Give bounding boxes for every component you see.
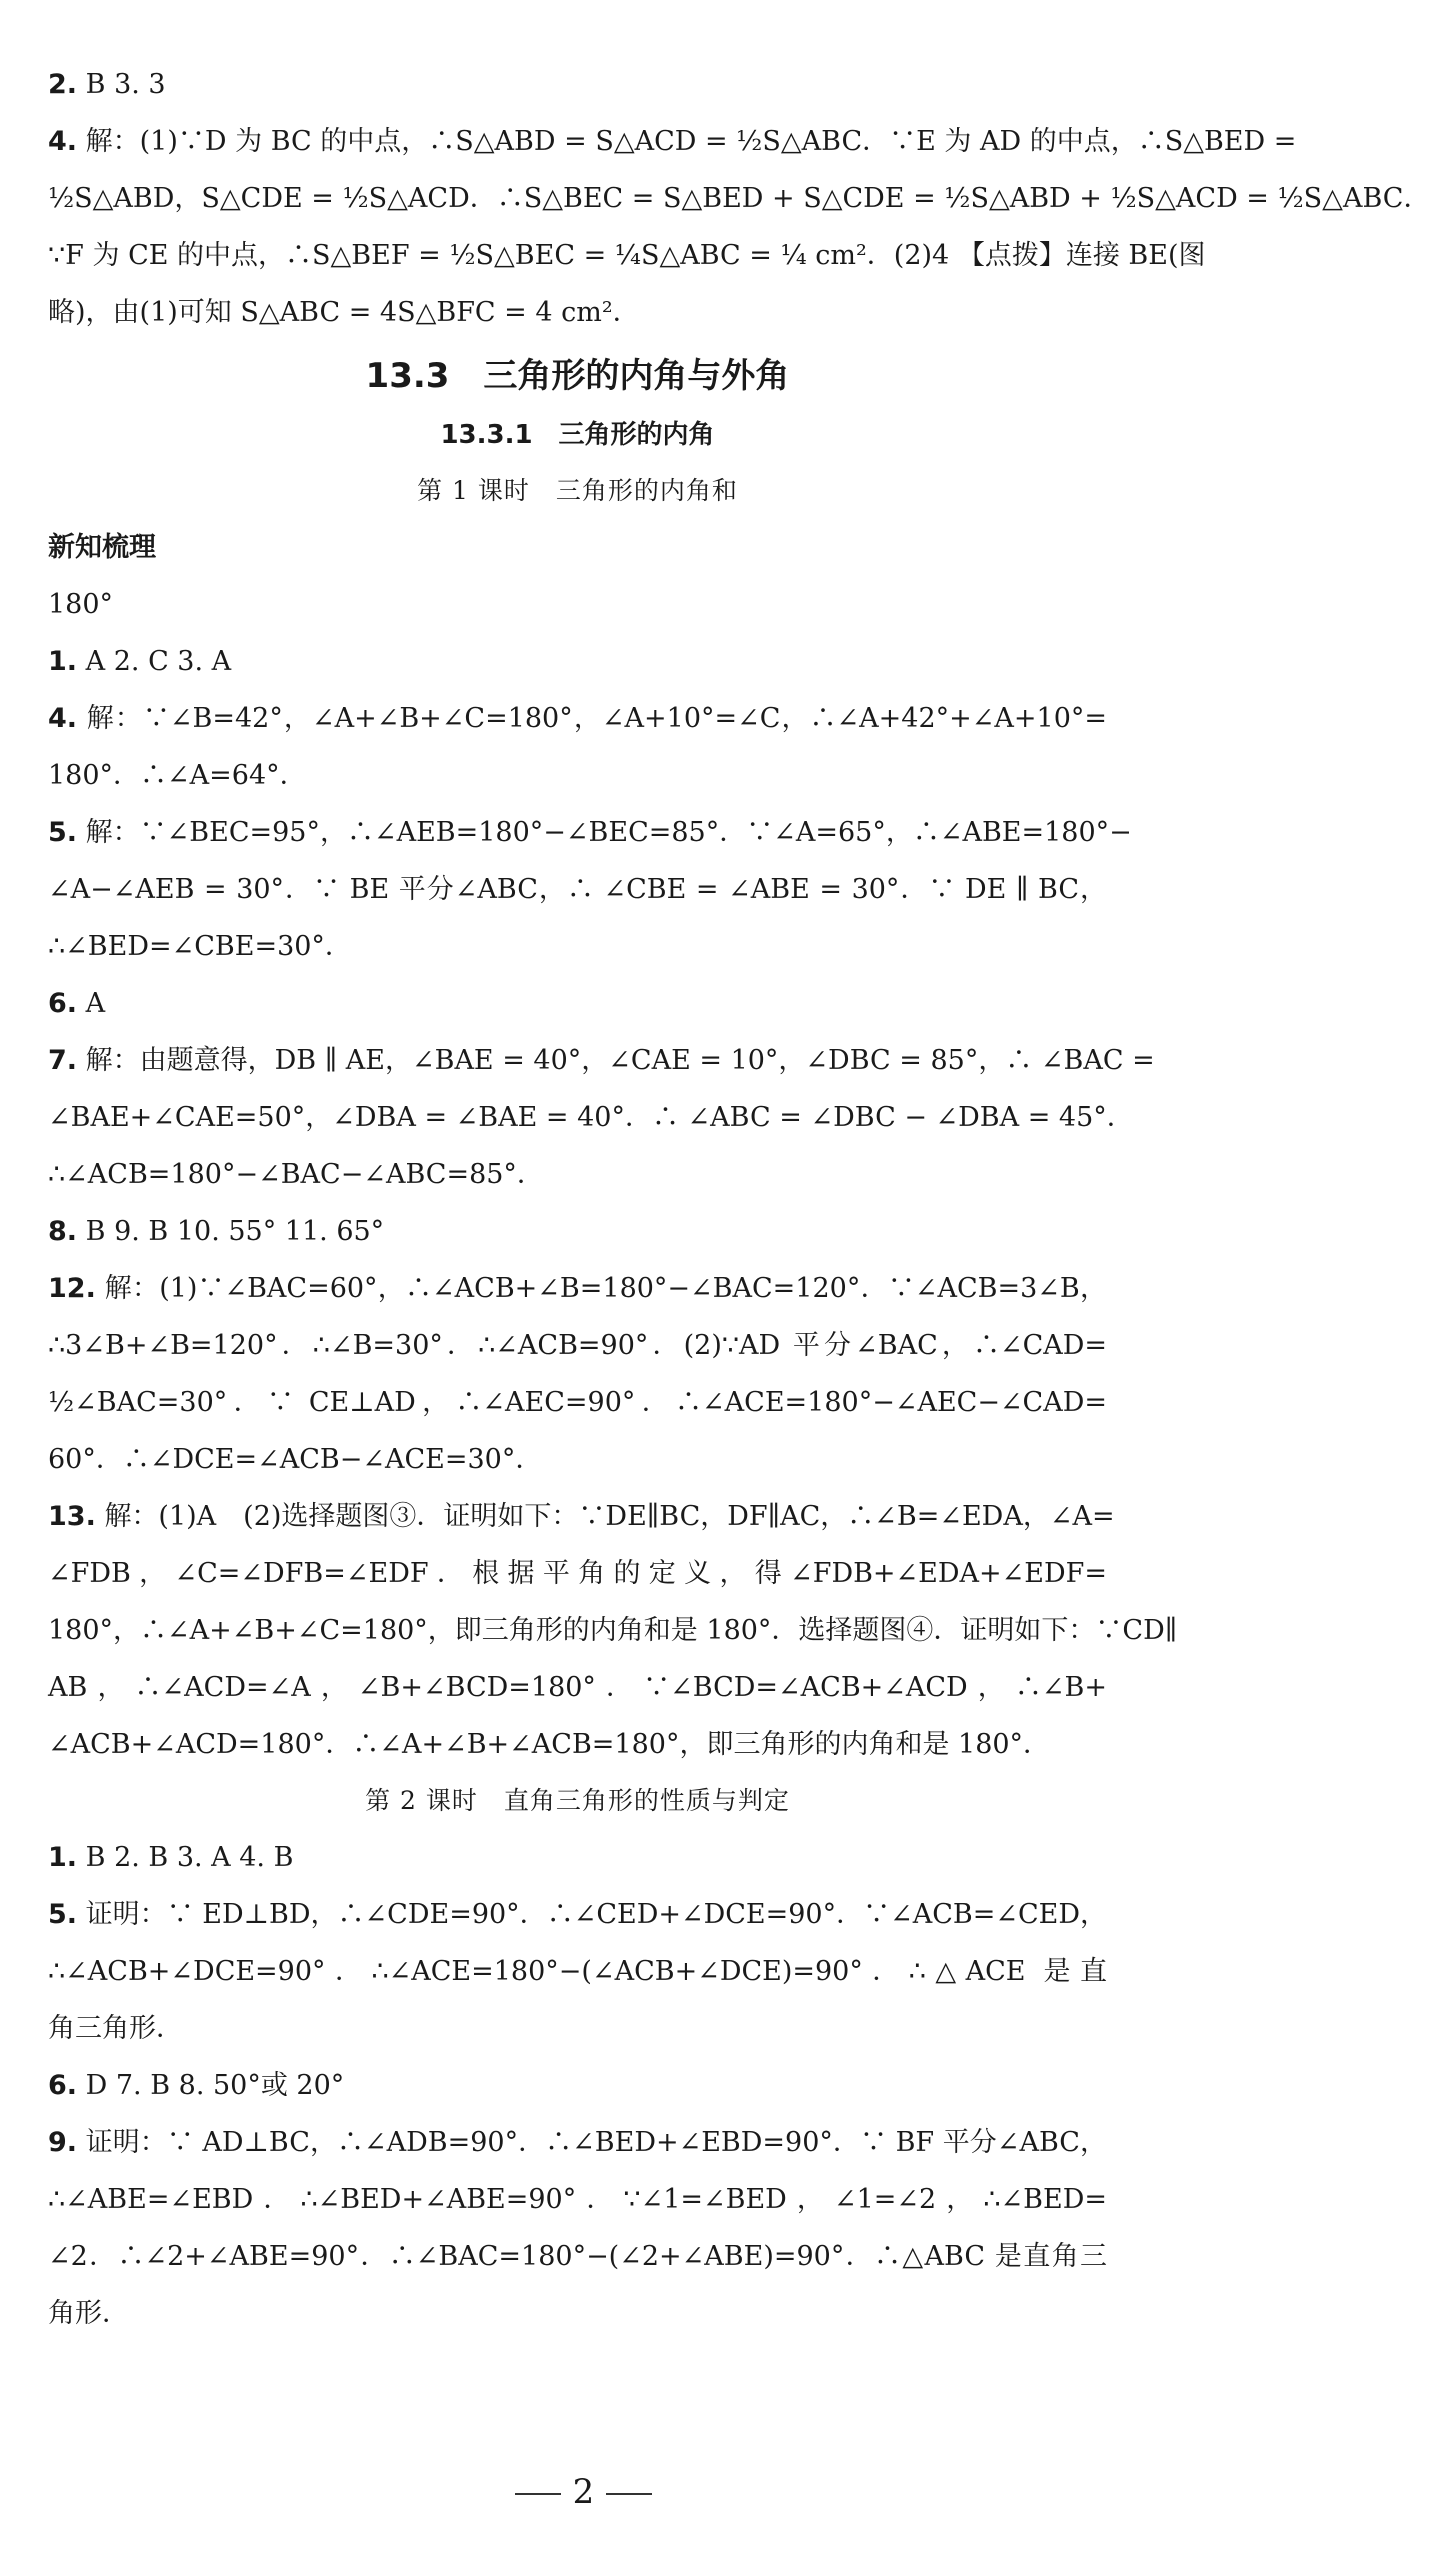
new-knowledge-heading: 新知梳理 bbox=[48, 532, 156, 563]
answer-text bbox=[48, 2228, 1107, 2285]
answer-text bbox=[48, 1032, 1155, 1089]
question-number: 6. bbox=[48, 988, 78, 1019]
answer-line bbox=[48, 1203, 1107, 1260]
answer-content: 解：由题意得，DB ∥ AE，∠BAE = 40°，∠CAE = 10°，∠DBC = 85°，∴ ∠BAC = bbox=[85, 1045, 1155, 1076]
answer-line bbox=[48, 1545, 1107, 1602]
answer-line bbox=[48, 170, 1430, 227]
question-number: 4. bbox=[48, 126, 78, 157]
answer-line bbox=[48, 1260, 1107, 1317]
answer-content: ∠2．∴∠2+∠ABE=90°．∴∠BAC=180°−(∠2+∠ABE)=90°．∴△ABC 是直角三 bbox=[48, 2241, 1107, 2272]
answer-text bbox=[48, 1203, 384, 1260]
answer-text bbox=[48, 1488, 1115, 1545]
answer-line bbox=[48, 1488, 1115, 1545]
answer-text bbox=[48, 1886, 1107, 1943]
answer-content: 略)，由(1)可知 S△ABC = 4S△BFC = 4 cm²． bbox=[48, 297, 640, 328]
answer-text bbox=[48, 1545, 1107, 1602]
footer-dash-left bbox=[515, 2493, 561, 2495]
answer-line bbox=[48, 227, 1206, 284]
answer-line bbox=[48, 1716, 1107, 1773]
answer-content: 60°．∴∠DCE=∠ACB−∠ACE=30°． bbox=[48, 1444, 543, 1475]
answer-text bbox=[48, 2171, 1107, 2228]
answer-content: ∴∠ABE=∠EBD．∴∠BED+∠ABE=90°．∵∠1=∠BED，∠1=∠2，∴∠BED= bbox=[48, 2184, 1107, 2215]
answer-line bbox=[48, 2057, 1107, 2114]
lesson-2-title: 第 2 课时 直角三角形的性质与判定 bbox=[365, 1786, 790, 1815]
answer-content: ½∠BAC=30°．∵ CE⊥AD，∴∠AEC=90°．∴∠ACE=180°−∠AEC−∠CAD= bbox=[48, 1387, 1107, 1418]
answer-content: ∠BAE+∠CAE=50°，∠DBA = ∠BAE = 40°．∴ ∠ABC = ∠DBC − ∠DBA = 45°． bbox=[48, 1102, 1134, 1133]
answer-content: AB，∴∠ACD=∠A，∠B+∠BCD=180°．∵∠BCD=∠ACB+∠ACD，∴∠B+ bbox=[48, 1672, 1107, 1703]
answer-text bbox=[48, 1659, 1107, 1716]
answer-content: B 3. 3 bbox=[85, 69, 166, 100]
answer-line bbox=[48, 1146, 1107, 1203]
answer-content: 解：∵∠BEC=95°，∴∠AEB=180°−∠BEC=85°．∵∠A=65°，∴∠ABE=180°− bbox=[85, 817, 1132, 848]
question-number: 2. bbox=[48, 69, 78, 100]
answer-line bbox=[48, 113, 1297, 170]
answer-text bbox=[48, 918, 352, 975]
answer-content: A 2. C 3. A bbox=[85, 646, 232, 677]
answer-text bbox=[48, 284, 640, 341]
answer-content: 证明：∵ AD⊥BC，∴∠ADB=90°．∴∠BED+∠EBD=90°．∵ BF 平分∠ABC， bbox=[85, 2127, 1107, 2158]
answer-content: B 2. B 3. A 4. B bbox=[85, 1842, 294, 1873]
question-number: 6. bbox=[48, 2070, 78, 2101]
answer-text bbox=[48, 804, 1132, 861]
answer-text bbox=[48, 1146, 544, 1203]
answer-text bbox=[48, 1374, 1107, 1431]
answer-content: B 9. B 10. 55° 11. 65° bbox=[85, 1216, 385, 1247]
answer-text bbox=[48, 56, 166, 113]
question-number: 1. bbox=[48, 646, 78, 677]
answer-content: D 7. B 8. 50°或 20° bbox=[85, 2070, 345, 2101]
answer-line bbox=[48, 1943, 1107, 2000]
answer-content: ∴∠ACB+∠DCE=90°．∴∠ACE=180°−(∠ACB+∠DCE)=90°．∴△ACE 是直 bbox=[48, 1956, 1107, 1987]
question-number: 7. bbox=[48, 1045, 78, 1076]
answer-line bbox=[48, 2114, 1107, 2171]
question-number: 9. bbox=[48, 2127, 78, 2158]
answer-content: 180°．∴∠A=64°． bbox=[48, 760, 307, 791]
answer-line bbox=[48, 861, 1107, 918]
answer-content: ∴3∠B+∠B=120°．∴∠B=30°．∴∠ACB=90°．(2)∵AD 平分∠BAC，∴∠CAD= bbox=[48, 1330, 1107, 1361]
answer-content: 180°，∴∠A+∠B+∠C=180°，即三角形的内角和是 180°．选择题图④．证明如下：∵CD∥ bbox=[48, 1615, 1178, 1646]
answer-content: 180° bbox=[48, 589, 114, 620]
question-number: 5. bbox=[48, 1899, 78, 1930]
answer-content: A bbox=[85, 988, 106, 1019]
answer-content: 证明：∵ ED⊥BD，∴∠CDE=90°．∴∠CED+∠DCE=90°．∵∠ACB=∠CED， bbox=[85, 1899, 1108, 1930]
answer-line bbox=[48, 1659, 1107, 1716]
question-number: 4. bbox=[48, 703, 78, 734]
answer-line bbox=[48, 1089, 1134, 1146]
answer-line bbox=[48, 690, 1107, 747]
answer-line bbox=[48, 56, 1107, 113]
answer-line bbox=[48, 1374, 1107, 1431]
answer-text bbox=[48, 861, 1107, 918]
answer-content: 角形． bbox=[48, 2298, 129, 2329]
answer-content: ∠ACB+∠ACD=180°．∴∠A+∠B+∠ACB=180°，即三角形的内角和是 180°． bbox=[48, 1729, 1051, 1760]
answer-line bbox=[48, 804, 1132, 861]
question-number: 1. bbox=[48, 1842, 78, 1873]
question-number: 8. bbox=[48, 1216, 78, 1247]
answer-line bbox=[48, 1032, 1155, 1089]
question-number: 12. bbox=[48, 1273, 96, 1304]
answer-line bbox=[48, 1431, 1107, 1488]
page-number-footer bbox=[0, 2472, 1167, 2512]
answer-line bbox=[48, 1886, 1107, 1943]
answer-line bbox=[48, 1317, 1107, 1374]
answer-line bbox=[48, 576, 1107, 633]
answer-text bbox=[48, 227, 1206, 284]
answer-line bbox=[48, 633, 1107, 690]
answer-content: 解：(1)∵∠BAC=60°，∴∠ACB+∠B=180°−∠BAC=120°．∵∠ACB=3∠B， bbox=[104, 1273, 1107, 1304]
answer-text bbox=[48, 1317, 1107, 1374]
answer-text bbox=[48, 1260, 1107, 1317]
answer-text bbox=[48, 747, 307, 804]
answer-text bbox=[48, 113, 1297, 170]
answer-line bbox=[48, 2000, 1107, 2057]
answer-content: ∴∠BED=∠CBE=30°． bbox=[48, 931, 352, 962]
answer-text bbox=[48, 633, 231, 690]
answer-content: 解：∵∠B=42°，∠A+∠B+∠C=180°，∠A+10°=∠C，∴∠A+42°+∠A+10°= bbox=[86, 703, 1107, 734]
lesson-1-title: 第 1 课时 三角形的内角和 bbox=[417, 476, 738, 505]
answer-line bbox=[48, 2285, 1107, 2342]
answer-line bbox=[48, 975, 1107, 1032]
answers-previous-section bbox=[48, 56, 1430, 341]
answer-content: 解：(1)A (2)选择题图③．证明如下：∵DE∥BC，DF∥AC，∴∠B=∠EDA，∠A= bbox=[104, 1501, 1115, 1532]
question-number: 13. bbox=[48, 1501, 96, 1532]
footer-dash-right bbox=[606, 2493, 652, 2495]
answer-text bbox=[48, 170, 1430, 227]
answers-lesson-2 bbox=[48, 1829, 1107, 2342]
answer-text bbox=[48, 2114, 1107, 2171]
answer-content: ½S△ABD，S△CDE = ½S△ACD．∴S△BEC = S△BED + S△CDE = ½S△ABD + ½S△ACD = ½S△ABC． bbox=[48, 183, 1430, 214]
answer-line bbox=[48, 1602, 1178, 1659]
answer-line bbox=[48, 918, 1107, 975]
answer-text bbox=[48, 2000, 183, 2057]
answer-content: ∵F 为 CE 的中点，∴S△BEF = ½S△BEC = ¼S△ABC = ¼ cm²．(2)4 【点拨】连接 BE(图 bbox=[48, 240, 1206, 271]
question-number: 5. bbox=[48, 817, 78, 848]
answer-line bbox=[48, 284, 1107, 341]
answer-line bbox=[48, 2171, 1107, 2228]
answer-text bbox=[48, 1716, 1050, 1773]
answer-content: 解：(1)∵D 为 BC 的中点，∴S△ABD = S△ACD = ½S△ABC．∵E 为 AD 的中点，∴S△BED = bbox=[85, 126, 1297, 157]
answer-text bbox=[48, 1431, 542, 1488]
section-title: 13.3 三角形的内角与外角 bbox=[365, 356, 790, 396]
answer-text bbox=[48, 1089, 1134, 1146]
answer-text bbox=[48, 2285, 129, 2342]
answer-text bbox=[48, 576, 113, 633]
answer-text bbox=[48, 1943, 1107, 2000]
answer-text bbox=[48, 1602, 1178, 1659]
page-number: 2 bbox=[572, 2472, 595, 2512]
answer-line bbox=[48, 747, 1107, 804]
answer-text bbox=[48, 2057, 344, 2114]
answer-content: 角三角形． bbox=[48, 2013, 183, 2044]
answer-content: ∴∠ACB=180°−∠BAC−∠ABC=85°． bbox=[48, 1159, 544, 1190]
answer-line bbox=[48, 1829, 1107, 1886]
answer-text bbox=[48, 975, 105, 1032]
answer-content: ∠FDB，∠C=∠DFB=∠EDF．根据平角的定义，得∠FDB+∠EDA+∠EDF= bbox=[48, 1558, 1107, 1589]
answer-line bbox=[48, 2228, 1107, 2285]
subsection-title: 13.3.1 三角形的内角 bbox=[440, 420, 715, 450]
answer-content: ∠A−∠AEB = 30°．∵ BE 平分∠ABC，∴ ∠CBE = ∠ABE = 30°．∵ DE ∥ BC， bbox=[48, 874, 1107, 905]
answer-text bbox=[48, 690, 1107, 747]
answer-text bbox=[48, 1829, 293, 1886]
answers-lesson-1 bbox=[48, 576, 1178, 1773]
